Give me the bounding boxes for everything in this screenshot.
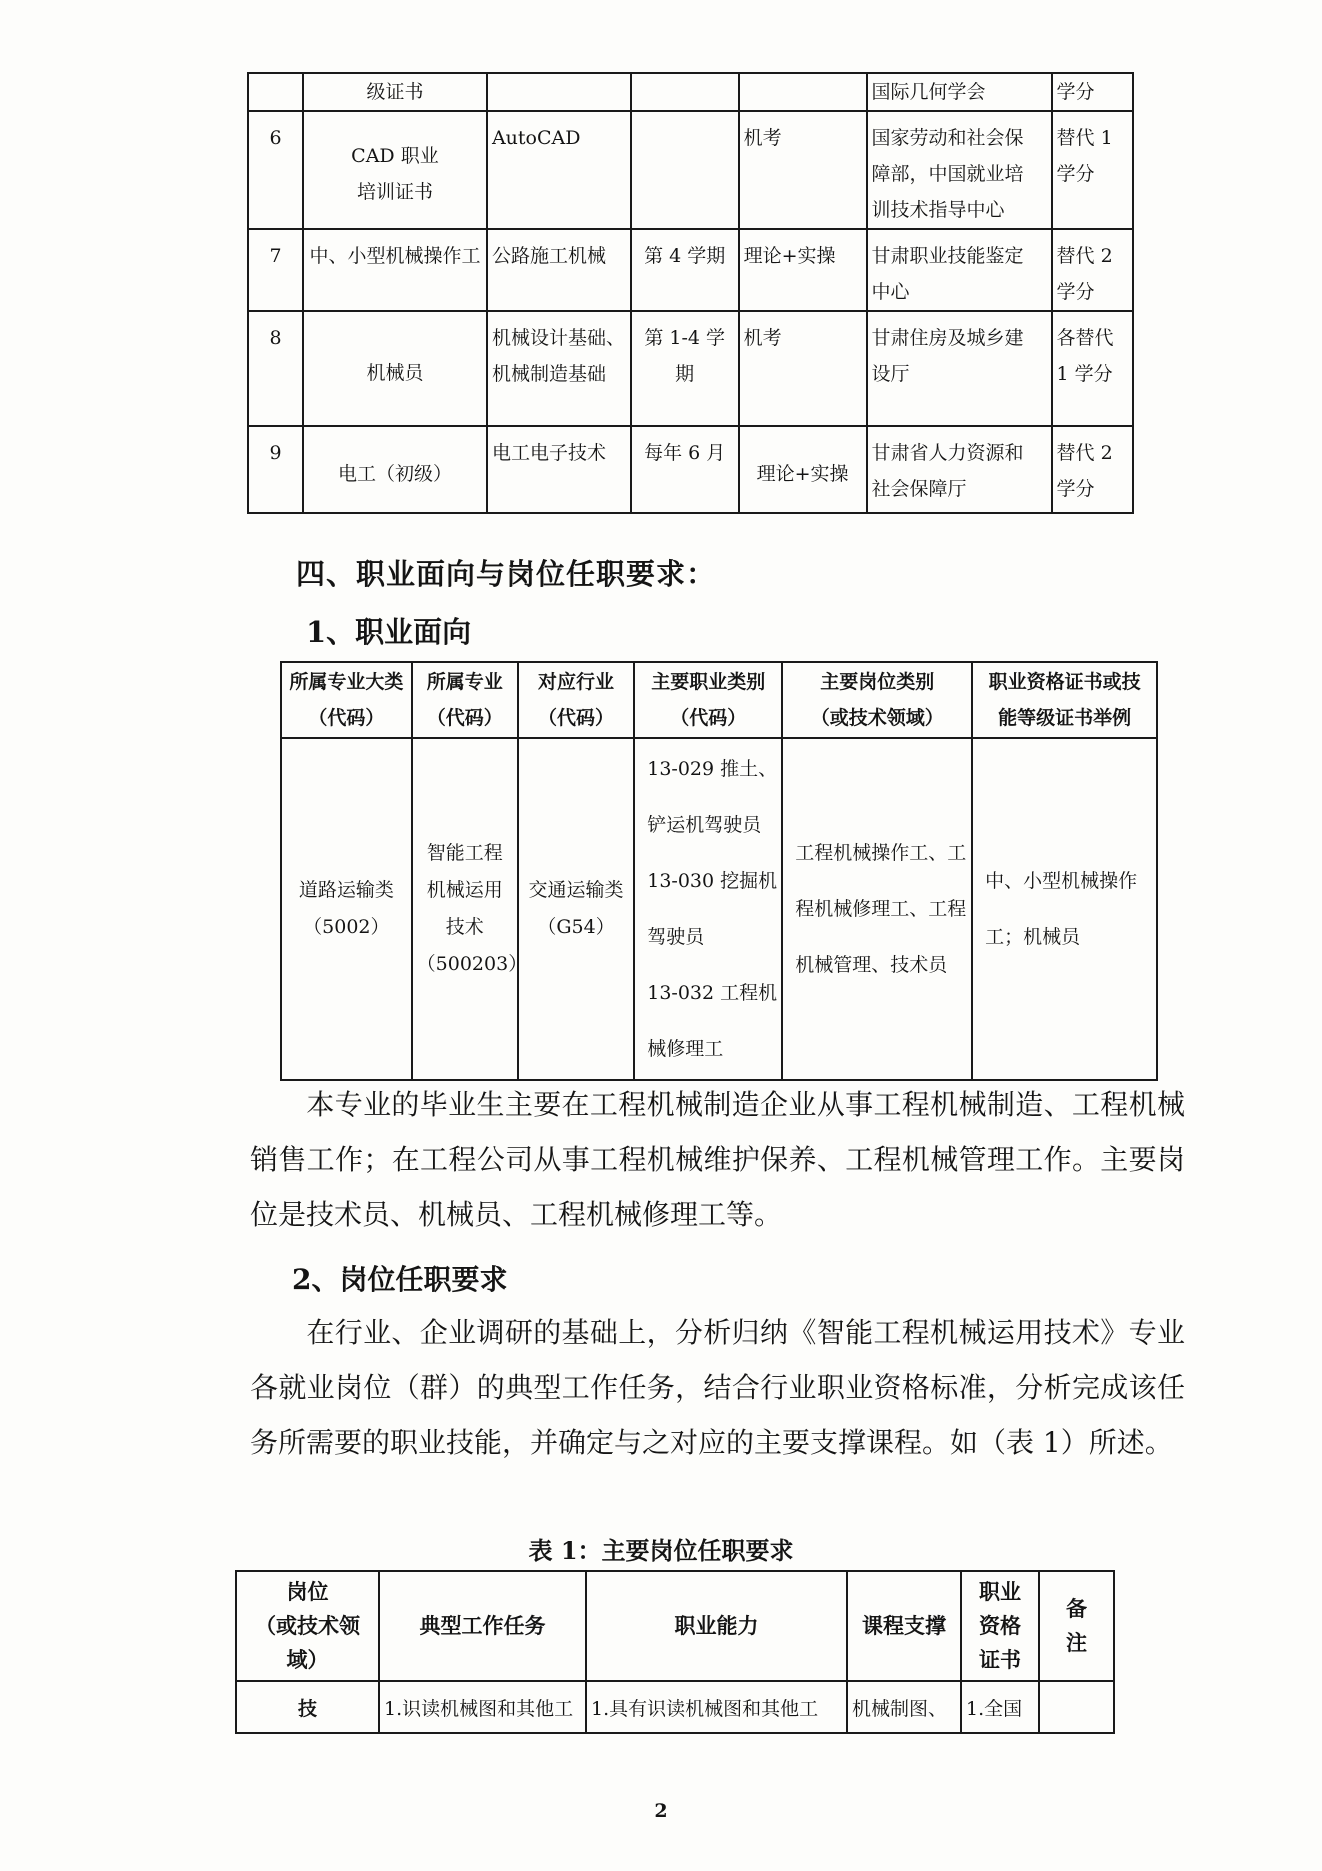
cell-line: 资格 (979, 1613, 1021, 1638)
cell-line: （代码） (670, 707, 747, 729)
cell-line: 中、小型机械操作 (985, 870, 1138, 892)
cell-line: 替代 2 (1056, 442, 1113, 464)
cell-line: 国家劳动和社会保 (871, 127, 1024, 149)
cell-line: 驾驶员 (647, 926, 705, 948)
cell-line: AutoCAD (491, 127, 581, 149)
cell-course (487, 311, 631, 426)
column-header (1039, 1571, 1114, 1681)
table-caption: 表 1：主要岗位任职要求 (528, 1536, 794, 1565)
cell-number: 9 (248, 426, 303, 513)
cell-line: 学分 (1056, 478, 1095, 500)
column-header (961, 1571, 1039, 1681)
table-row (248, 73, 1133, 111)
cell-line: 甘肃住房及城乡建 (871, 327, 1024, 349)
cell-line: 级证书 (366, 81, 424, 103)
cell-number: 7 (248, 229, 303, 311)
cell-line: 工程机械操作工、工 (795, 842, 967, 864)
cell-method (739, 111, 867, 229)
paragraph-requirements: 在行业、企业调研的基础上，分析归纳《智能工程机械运用技术》专业各就业岗位（群）的典型工作任务，结合行业职业资格标准，分析完成该任务所需要的职业技能，并确定与之对应的主要支撑课程。如（表 1）所述。 (250, 1316, 1185, 1459)
cell-line: 国际几何学会 (871, 81, 986, 103)
cell-line: 学分 (1056, 163, 1095, 185)
cell-issuer (867, 73, 1052, 111)
column-header (518, 662, 634, 738)
cell-issuer (867, 229, 1052, 311)
cell-line: 职业能力 (674, 1613, 759, 1638)
cell-industry (518, 738, 634, 1080)
cell-line: 替代 2 (1056, 245, 1113, 267)
cell-line: 社会保障厅 (871, 478, 967, 500)
table-cell (1039, 1681, 1114, 1733)
cell-major (412, 738, 528, 1080)
cell-line: 域） (286, 1647, 329, 1672)
cell-category (281, 738, 412, 1080)
cell-method (739, 229, 867, 311)
cell-term (631, 73, 739, 111)
cell-line: 甘肃职业技能鉴定 (871, 245, 1024, 267)
column-header (972, 662, 1157, 738)
table-row (248, 229, 1133, 311)
column-header (782, 662, 972, 738)
table-row (236, 1681, 1114, 1733)
cell-line: （或技术领 (255, 1613, 360, 1638)
table-cell: 1.全国 (961, 1681, 1039, 1733)
cell-credit (1052, 229, 1133, 311)
cell-line: （500203） (416, 953, 528, 975)
cell-positions (782, 738, 972, 1080)
cell-line: 替代 1 (1056, 127, 1113, 149)
cell-line: 技术 (445, 916, 484, 938)
cell-line: 机械制造基础 (491, 363, 606, 385)
cell-credit (1052, 426, 1133, 513)
cell-line: 理论+实操 (743, 245, 836, 267)
cell-line: 每年 6 月 (644, 442, 726, 464)
cell-issuer (867, 311, 1052, 426)
requirements-table (235, 1570, 1115, 1734)
cell-line: 期 (675, 363, 695, 385)
cell-certificate-name (303, 229, 487, 311)
cell-line: （或技术领域） (810, 707, 944, 729)
certificate-table (247, 72, 1134, 514)
cell-line: 课程支撑 (862, 1613, 946, 1638)
column-header (586, 1571, 847, 1681)
cell-line: 中心 (871, 281, 910, 303)
cell-issuer (867, 426, 1052, 513)
cell-line: （G54） (537, 916, 615, 938)
cell-line: 主要岗位类别 (820, 671, 935, 693)
cell-certificate-name (303, 311, 487, 426)
column-header (281, 662, 412, 738)
cell-line: 训技术指导中心 (871, 199, 1005, 221)
cell-line: 所属专业大类 (289, 671, 404, 693)
cell-number: 8 (248, 311, 303, 426)
cell-line: 机考 (743, 127, 782, 149)
cell-term (631, 426, 739, 513)
cell-line: 备 (1066, 1596, 1087, 1621)
cell-credit (1052, 111, 1133, 229)
cell-line: 机械运用 (426, 879, 503, 901)
cell-line: 职业资格证书或技 (988, 671, 1141, 693)
cell-credit (1052, 73, 1133, 111)
cell-certificate-name (303, 73, 487, 111)
cell-term (631, 311, 739, 426)
column-header (412, 662, 518, 738)
cell-line: 学分 (1056, 281, 1095, 303)
table-row (248, 311, 1133, 426)
subsection-heading-occupation: 1、职业面向 (306, 615, 472, 649)
cell-line: 学分 (1056, 81, 1095, 103)
cell-issuer (867, 111, 1052, 229)
occupation-table (280, 661, 1158, 1081)
cell-line: 道路运输类 (298, 879, 394, 901)
cell-line: 机械设计基础、 (491, 327, 625, 349)
cell-line: 岗位 (286, 1579, 329, 1604)
cell-line: 培训证书 (356, 181, 433, 203)
cell-course (487, 229, 631, 311)
cell-line: 公路施工机械 (491, 245, 606, 267)
cell-line: 能等级证书举例 (998, 707, 1132, 729)
cell-line: 铲运机驾驶员 (647, 814, 762, 836)
cell-line: 中、小型机械操作工 (309, 245, 481, 267)
cell-method (739, 311, 867, 426)
cell-line: 程机械修理工、工程 (795, 898, 967, 920)
table-row (248, 111, 1133, 229)
cell-line: 注 (1066, 1630, 1087, 1655)
cell-method (739, 73, 867, 111)
cell-line: 电工电子技术 (491, 442, 606, 464)
cell-line: CAD 职业 (351, 145, 439, 167)
cell-line: 电工（初级） (337, 462, 452, 485)
cell-line: 各替代 (1056, 327, 1114, 349)
cell-number (248, 73, 303, 111)
cell-line: 机考 (743, 327, 782, 349)
cell-credit (1052, 311, 1133, 426)
cell-line: （代码） (426, 707, 503, 729)
cell-line: 工；机械员 (985, 926, 1081, 948)
cell-line: 甘肃省人力资源和 (871, 442, 1024, 464)
cell-line: 主要职业类别 (651, 671, 766, 693)
cell-line: 第 4 学期 (644, 245, 726, 267)
cell-course (487, 111, 631, 229)
cell-number: 6 (248, 111, 303, 229)
table-cell: 1.识读机械图和其他工 (379, 1681, 586, 1733)
cell-line: 13-032 工程机 (647, 982, 778, 1004)
cell-line: 证书 (979, 1647, 1021, 1672)
page-number: 2 (654, 1800, 668, 1822)
cell-occupations (634, 738, 782, 1080)
cell-line: 设厅 (871, 363, 910, 385)
cell-course (487, 426, 631, 513)
cell-line: （5002） (303, 916, 390, 938)
column-header (847, 1571, 961, 1681)
cell-certificates (972, 738, 1157, 1080)
table-cell: 机械制图、 (847, 1681, 961, 1733)
column-header (634, 662, 782, 738)
cell-line: 所属专业 (426, 671, 503, 693)
cell-line: 障部，中国就业培 (871, 163, 1024, 185)
section-heading: 四、职业面向与岗位任职要求： (296, 557, 717, 591)
table-cell: 1.具有识读机械图和其他工 (586, 1681, 847, 1733)
table-row (248, 426, 1133, 513)
cell-line: 对应行业 (538, 671, 615, 693)
cell-line: 13-030 挖掘机 (647, 870, 778, 892)
cell-line: 机械员 (366, 361, 424, 384)
column-header (379, 1571, 586, 1681)
cell-line: 第 1-4 学 (644, 327, 725, 349)
cell-line: （代码） (538, 707, 615, 729)
cell-term (631, 111, 739, 229)
cell-line: 交通运输类 (528, 879, 624, 901)
cell-line: 职业 (979, 1579, 1021, 1604)
cell-line: 机械管理、技术员 (795, 954, 948, 976)
cell-course (487, 73, 631, 111)
cell-line: 1 学分 (1056, 363, 1113, 385)
cell-certificate-name (303, 426, 487, 513)
cell-line: （代码） (308, 707, 385, 729)
column-header (236, 1571, 379, 1681)
cell-line: 智能工程 (426, 842, 503, 864)
subsection-heading-requirements: 2、岗位任职要求 (292, 1263, 508, 1296)
cell-certificate-name (303, 111, 487, 229)
paragraph-occupation: 本专业的毕业生主要在工程机械制造企业从事工程机械制造、工程机械销售工作；在工程公司从事工程机械维护保养、工程机械管理工作。主要岗位是技术员、机械员、工程机械修理工等。 (250, 1088, 1185, 1231)
cell-term (631, 229, 739, 311)
cell-method (739, 426, 867, 513)
table-cell: 技 (236, 1681, 379, 1733)
cell-line: 械修理工 (647, 1038, 724, 1060)
cell-line: 13-029 推土、 (647, 758, 778, 780)
cell-line: 典型工作任务 (419, 1613, 546, 1638)
cell-line: 理论+实操 (756, 462, 849, 485)
